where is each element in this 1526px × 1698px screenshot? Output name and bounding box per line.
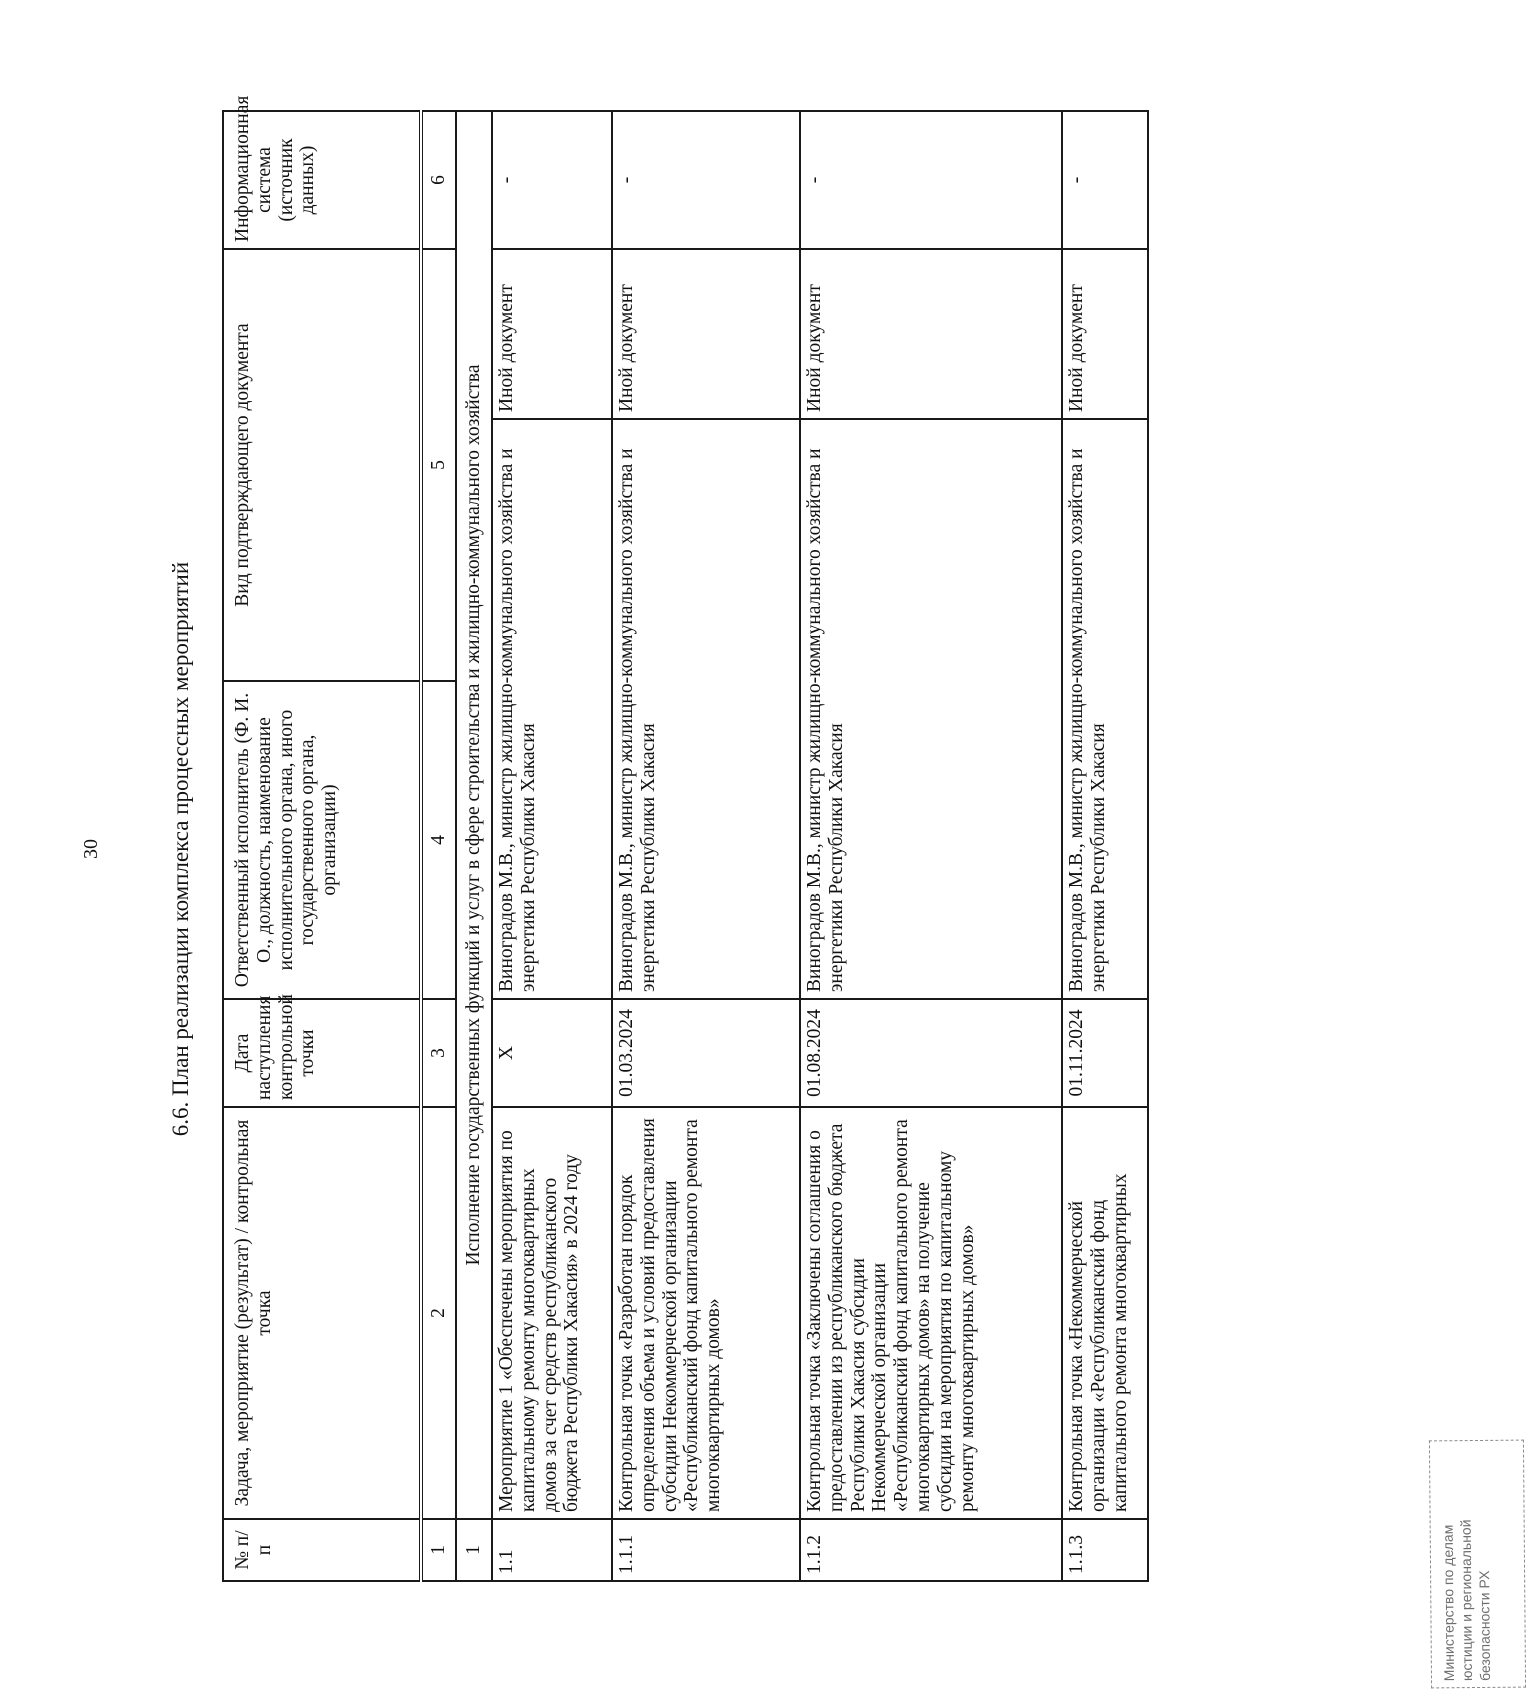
row-document: Иной документ (800, 249, 1062, 419)
page-number: 30 (80, 839, 102, 859)
row-date: 01.03.2024 (612, 999, 800, 1107)
column-numbers-row (421, 111, 456, 1581)
header-date: Дата наступления контрольной точки (223, 999, 421, 1107)
stamp-line: юстиции и региональной (1457, 1519, 1476, 1682)
activities-plan-table (222, 95, 1149, 1582)
row-system: - (612, 111, 800, 249)
column-number: 4 (421, 681, 456, 999)
table-header-row (223, 111, 421, 1581)
row-date: 01.11.2024 (1062, 999, 1148, 1107)
column-number: 1 (421, 1519, 456, 1581)
table-row (1062, 111, 1148, 1581)
row-number: 1.1.1 (612, 1519, 800, 1581)
column-number: 5 (421, 249, 456, 681)
row-number: 1.1.2 (800, 1519, 1062, 1581)
stamp-line: Министерство по делам (1439, 1524, 1458, 1682)
row-number: 1.1.3 (1062, 1519, 1148, 1581)
header-system: Информационная система (источник данных) (223, 111, 421, 249)
row-document: Иной документ (612, 249, 800, 419)
row-responsible: Виноградов М.В., министр жилищно-коммунального хозяйства и энергетики Республики Хакасия (492, 419, 612, 999)
ministry-stamp (1429, 1440, 1526, 1689)
section-number: 1 (456, 1519, 492, 1581)
header-task: Задача, мероприятие (результат) / контрольная точка (223, 1107, 421, 1519)
table-row (612, 111, 800, 1581)
row-task: Контрольная точка «Разработан порядок определения объема и условий предоставления субсидии Некоммерческой организации «Республиканский фонд капитального ремонта многоквартирных домов» (612, 1107, 800, 1519)
row-system: - (1062, 111, 1148, 249)
section-title: Исполнение государственных функций и услуг в сфере строительства и жилищно-коммунального хозяйства (456, 111, 492, 1519)
table-row (800, 111, 1062, 1581)
row-system: - (492, 111, 612, 249)
document-title: 6.6. План реализации комплекса процессных мероприятий (168, 561, 193, 1137)
header-num: № п/п (223, 1519, 421, 1581)
row-task: Контрольная точка «Заключены соглашения о предоставлении из республиканского бюджета Республики Хакасия субсидии Некоммерческой организации «Республиканский фонд капитального ремонта многоквартирных домов» на получение субсидии на мероприятия по капитальному ремонту многоквартирных домов» (800, 1107, 1062, 1519)
header-responsible: Ответственный исполнитель (Ф. И. О., должность, наименование исполнительного органа, иного государственного органа, организации) (223, 681, 421, 999)
row-number: 1.1 (492, 1519, 612, 1581)
table-row (492, 111, 612, 1581)
row-responsible: Виноградов М.В., министр жилищно-коммунального хозяйства и энергетики Республики Хакасия (800, 419, 1062, 999)
column-number: 2 (421, 1107, 456, 1519)
section-row (456, 111, 492, 1581)
row-task: Контрольная точка «Некоммерческой организации «Республиканский фонд капитального ремонта многоквартирных (1062, 1107, 1148, 1519)
row-responsible: Виноградов М.В., министр жилищно-коммунального хозяйства и энергетики Республики Хакасия (612, 419, 800, 999)
column-number: 3 (421, 999, 456, 1107)
row-responsible: Виноградов М.В., министр жилищно-коммунального хозяйства и энергетики Республики Хакасия (1062, 419, 1148, 999)
row-date: 01.08.2024 (800, 999, 1062, 1107)
row-document: Иной документ (1062, 249, 1148, 419)
row-date: X (492, 999, 612, 1107)
header-document: Вид подтверждающего документа (223, 249, 421, 681)
column-number: 6 (421, 111, 456, 249)
row-system: - (800, 111, 1062, 249)
row-document: Иной документ (492, 249, 612, 419)
stamp-line: безопасности РХ (1476, 1570, 1494, 1682)
row-task: Мероприятие 1 «Обеспечены мероприятия по капитальному ремонту многоквартирных домов за счет средств республиканского бюджета Республики Хакасия» в 2024 году (492, 1107, 612, 1519)
